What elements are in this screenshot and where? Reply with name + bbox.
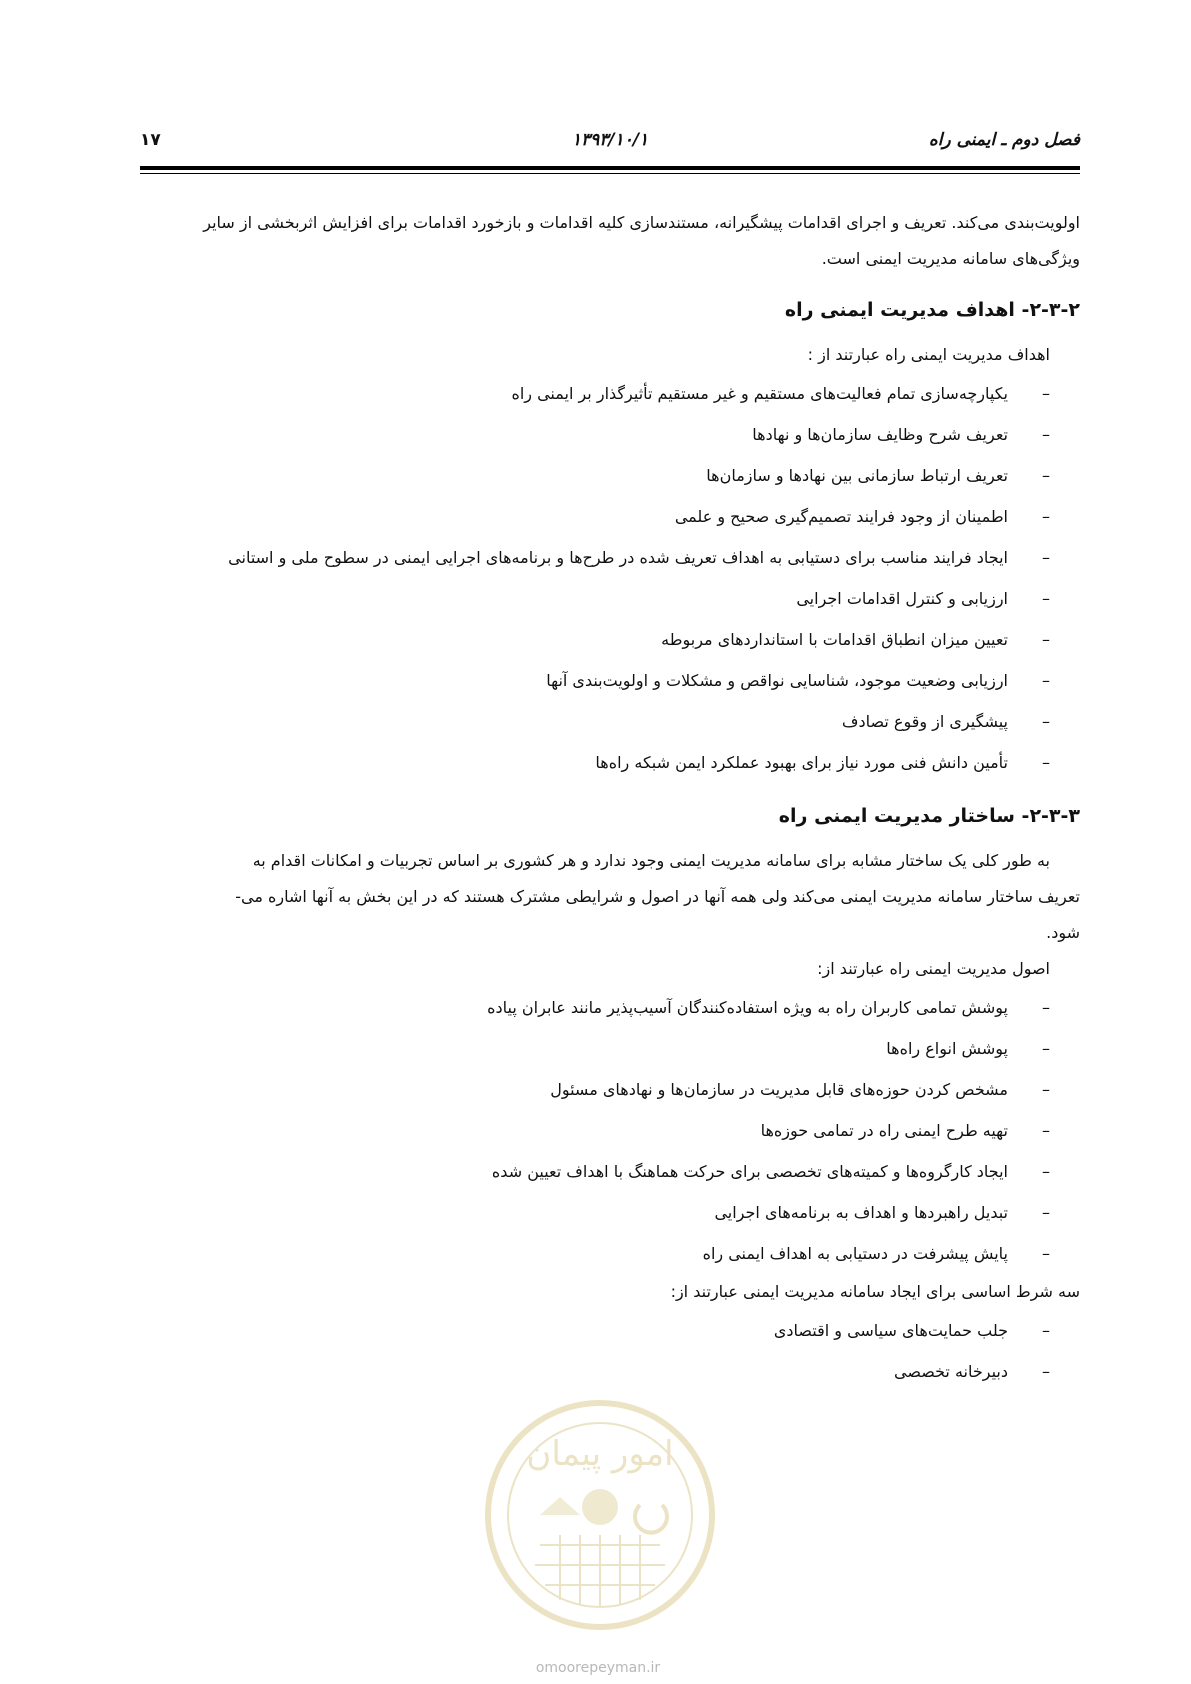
list-item: – دبیرخانه تخصصی: [140, 1351, 1050, 1392]
list-item: – تعریف شرح وظایف سازمان‌ها و نهادها: [140, 414, 1050, 455]
list-item: – مشخص کردن حوزه‌های قابل مدیریت در سازمان‌ها و نهادهای مسئول: [140, 1069, 1050, 1110]
list-item: – پایش پیشرفت در دستیابی به اهداف ایمنی راه: [140, 1233, 1050, 1274]
watermark-seal-icon: [480, 1395, 720, 1635]
section-structure-heading: ۲-۳-۳- ساختار مدیریت ایمنی راه: [778, 805, 1080, 827]
list-item: – پوشش تمامی کاربران راه به ویژه استفاده‌کنندگان آسیب‌پذیر مانند عابران پیاده: [140, 987, 1050, 1028]
page-body: [140, 205, 1080, 1392]
structure-paragraph-line1: به طور کلی یک ساختار مشابه برای سامانه مدیریت ایمنی وجود ندارد و هر کشوری بر اساس تجربیات و امکانات اقدام به: [252, 851, 1050, 870]
section-goals-heading: ۲-۳-۲- اهداف مدیریت ایمنی راه: [784, 299, 1080, 321]
intro-paragraph-line1: اولویت‌بندی می‌کند. تعریف و اجرای اقدامات پیشگیرانه، مستندسازی کلیه اقدامات و بازخورد اقدامات برای افزایش اثربخشی از سایر: [203, 213, 1080, 232]
goals-intro: اهداف مدیریت ایمنی راه عبارتند از :: [807, 345, 1050, 364]
list-item: – یکپارچه‌سازی تمام فعالیت‌های مستقیم و غیر مستقیم تأثیرگذار بر ایمنی راه: [140, 373, 1050, 414]
list-item: – تأمین دانش فنی مورد نیاز برای بهبود عملکرد ایمن شبکه راه‌ها: [140, 742, 1050, 783]
watermark-site: omoorepeyman.ir: [535, 1660, 661, 1676]
list-item: – تهیه طرح ایمنی راه در تمامی حوزه‌ها: [140, 1110, 1050, 1151]
chapter-title: فصل دوم ـ ایمنی راه: [928, 130, 1080, 150]
list-item: – پوشش انواع راه‌ها: [140, 1028, 1050, 1069]
list-item: – جلب حمایت‌های سیاسی و اقتصادی: [140, 1310, 1050, 1351]
list-item: – ایجاد کارگروه‌ها و کمیته‌های تخصصی برای حرکت هماهنگ با اهداف تعیین شده: [140, 1151, 1050, 1192]
list-item: – ارزیابی و کنترل اقدامات اجرایی: [140, 578, 1050, 619]
list-item: – پیشگیری از وقوع تصادف: [140, 701, 1050, 742]
list-item: – تعیین میزان انطباق اقدامات با استانداردهای مربوطه: [140, 619, 1050, 660]
structure-paragraph-line2: تعریف ساختار سامانه مدیریت ایمنی می‌کند ولی همه آنها در اصول و شرایطی مشترک هستند که در این بخش به آنها اشاره می-: [235, 887, 1080, 906]
list-item: – اطمینان از وجود فرایند تصمیم‌گیری صحیح و علمی: [140, 496, 1050, 537]
list-item: – ارزیابی وضعیت موجود، شناسایی نواقص و مشکلات و اولویت‌بندی آنها: [140, 660, 1050, 701]
header-rule-thick: [140, 166, 1080, 170]
header-date: ۱۳۹۳/۱۰/۱: [571, 130, 649, 150]
header-rule-thin: [140, 173, 1080, 174]
intro-paragraph-line2: ویژگی‌های سامانه مدیریت ایمنی است.: [821, 249, 1080, 268]
page-header: [140, 128, 1080, 168]
goals-list: [140, 373, 1080, 783]
conditions-intro: سه شرط اساسی برای ایجاد سامانه مدیریت ایمنی عبارتند از:: [670, 1282, 1080, 1301]
principles-list: [140, 987, 1080, 1274]
list-item: – تعریف ارتباط سازمانی بین نهادها و سازمان‌ها: [140, 455, 1050, 496]
page-number: ۱۷: [140, 130, 161, 150]
list-item: – ایجاد فرایند مناسب برای دستیابی به اهداف تعریف شده در طرح‌ها و برنامه‌های اجرایی ایمنی در سطوح ملی و استانی: [140, 537, 1050, 578]
structure-paragraph-line3: شود.: [1046, 923, 1080, 942]
list-item: – تبدیل راهبردها و اهداف به برنامه‌های اجرایی: [140, 1192, 1050, 1233]
watermark-logo-text: امور پیمان: [526, 1434, 674, 1474]
principles-intro: اصول مدیریت ایمنی راه عبارتند از:: [817, 959, 1050, 978]
conditions-list: [140, 1310, 1080, 1392]
